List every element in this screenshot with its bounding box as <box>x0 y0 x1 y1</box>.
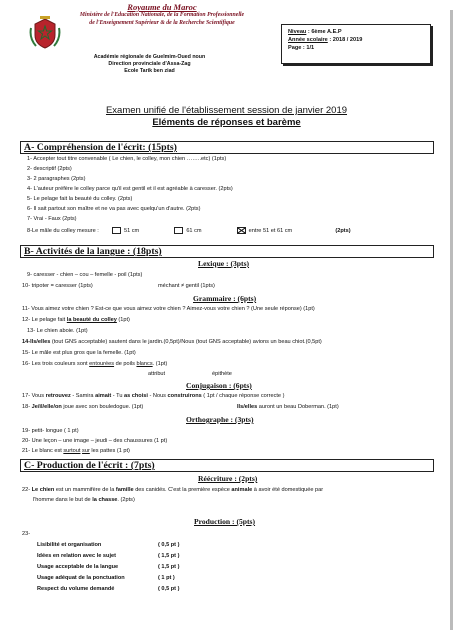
ministry-line-2: de l'Enseignement Supérieur & de la Recherche Scientifique <box>89 19 235 26</box>
grammaire-heading: Grammaire : (6pts) <box>193 294 257 303</box>
answer-21: 21- Le blanc est surtout sur les pattes (1 pt) <box>22 448 130 454</box>
answer-16: 16- Les trois couleurs sont entourées de poils blancs. (1pt) <box>22 361 168 367</box>
production-heading: Production : (5pts) <box>194 517 256 526</box>
answer-9: 9- caresser - chien – cou – femelle - poil (1pts) <box>27 272 143 278</box>
section-b-heading: B- Activités de la langue : (18pts) <box>20 245 434 258</box>
institution-header <box>22 2 252 92</box>
reecriture-heading: Réécriture : (2pts) <box>198 474 258 483</box>
answer-8 <box>27 227 351 235</box>
option-box-checked-icon <box>237 227 246 234</box>
answer-10b: méchant ≠ gentil (1pts) <box>158 283 215 289</box>
answer-10a: 10- tripoter = caresser (1pts) <box>22 283 93 289</box>
kingdom-name: Royaume du Maroc <box>127 2 197 12</box>
answer-22-line2: l'homme dans le but de la chasse. (2pts) <box>33 497 135 503</box>
coat-of-arms-icon <box>28 16 62 50</box>
answer-15: 15- Le mâle est plus gros que la femelle. (1pt) <box>22 350 136 356</box>
criterion-label: Respect du volume demandé <box>37 586 115 592</box>
option-box-51 <box>112 227 121 234</box>
answer-1: 1- Accepter tout titre convenable ( Le chien, le colley, mon chien ……..etc) (1pts) <box>27 156 227 162</box>
answer-20: 20- Une leçon – une image – jeudi – des chaussures (1 pt) <box>22 438 168 444</box>
ministry-line-1: Ministère de l'Education Nationale, de la Formation Professionnelle <box>79 12 245 18</box>
section-c-heading: C- Production de l'écrit : (7pts) <box>20 459 434 472</box>
answer-5: 5- Le pelage fait la beauté du colley. (2pts) <box>27 196 133 202</box>
page-number: Page : 1/1 <box>288 45 315 51</box>
criterion-label: Idées en relation avec le sujet <box>37 553 116 559</box>
answer-18a: 18- Je/il/elle/on joue avec son bouledogue. (1pt) <box>22 404 144 410</box>
annee-value: : 2018 / 2019 <box>329 37 363 43</box>
niveau-line <box>288 28 430 36</box>
label-epithete: épithète <box>212 371 232 377</box>
niveau-value: : 6ème A.E.P <box>307 29 342 35</box>
answer-18b: Ils/elles auront un beau Doberman. (1pt) <box>237 404 339 410</box>
annee-label: Année scolaire <box>288 37 328 43</box>
niveau-label: Niveau <box>288 29 307 35</box>
academy-name: Académie régionale de Guelmim-Oued noun <box>93 54 206 60</box>
answer-22-line1: 22- Le chien est un mammifère de la famille des canidés. C'est la première espèce animale à avoir été domestiquée par <box>22 487 324 493</box>
answer-11: 11- Vous aimez votre chien ? Est-ce que vous aimez votre chien ? Aimez-vous votre chien ? (Une seule réponse) (1pt) <box>22 306 315 312</box>
criterion-points: ( 1,5 pt ) <box>158 553 180 559</box>
answer-19: 19- petit- longue ( 1 pt) <box>22 428 79 434</box>
section-a-heading: A- Compréhension de l'écrit: (15pts) <box>20 141 434 154</box>
criterion-points: ( 1,5 pt ) <box>158 564 180 570</box>
option-between: entre 51 et 61 cm <box>248 227 293 234</box>
criterion-points: ( 0,5 pt ) <box>158 542 180 548</box>
answer-14: 14-Ils/elles (tout GNS acceptable) sautent dans le jardin.(0,5pt)/Nous (tout GNS acceptable) avions un beau chiot.(0,5pt) <box>22 339 322 345</box>
direction-name: Direction provinciale d'Assa-Zag <box>108 61 191 67</box>
answer-7: 7- Vrai - Faux (2pts) <box>27 216 77 222</box>
criterion-points: ( 1 pt ) <box>158 575 175 581</box>
criterion-label: Usage adéquat de la ponctuation <box>37 575 125 581</box>
criterion-points: ( 0,5 pt ) <box>158 586 180 592</box>
ministry-block <box>68 2 256 27</box>
option-51: 51 cm <box>123 227 140 234</box>
answer-3: 3- 2 paragraphes (2pts) <box>27 176 86 182</box>
criterion-label: Lisibilité et organisation <box>37 542 102 548</box>
answer-6: 6- Il sait partout son maître et ne va pas avec quelqu'un d'autre. (2pts) <box>27 206 201 212</box>
exam-subtitle: Eléments de réponses et barème <box>152 117 301 128</box>
answer-12: 12- Le pelage fait la beauté du colley (1pt) <box>22 317 130 323</box>
answer-23: 23- <box>22 531 31 537</box>
label-attribut: attribut <box>148 371 166 377</box>
orthographe-heading: Orthographe : (3pts) <box>186 415 254 424</box>
exam-title: Examen unifié de l'établissement session de janvier 2019 <box>105 105 348 116</box>
exam-info-box <box>281 24 431 64</box>
answer-17: 17- Vous retrouvez - Samira aimait - Tu as choisi - Nous construirons ( 1pt / chaque réponse correcte ) <box>22 393 285 399</box>
answer-13: 13- Le chien aboie. (1pt) <box>27 328 88 334</box>
answer-4: 4- L'auteur préfère le colley parce qu'il est gentil et il est agréable à caresser. (2pts) <box>27 186 233 192</box>
school-info <box>62 54 237 75</box>
lexique-heading: Lexique : (3pts) <box>198 259 250 268</box>
school-name: Ecole Tarik ben ziad <box>124 68 175 74</box>
option-box-61 <box>174 227 183 234</box>
answer-8-points: (2pts) <box>335 227 351 234</box>
conjugaison-heading: Conjugaison : (6pts) <box>186 381 252 390</box>
answer-8-label: 8-Le mâle du colley mesure : <box>27 227 99 234</box>
option-61: 61 cm <box>186 227 202 234</box>
answer-2: 2- descriptif (2pts) <box>27 166 72 172</box>
criterion-label: Usage acceptable de la langue <box>37 564 119 570</box>
annee-line <box>288 36 430 44</box>
